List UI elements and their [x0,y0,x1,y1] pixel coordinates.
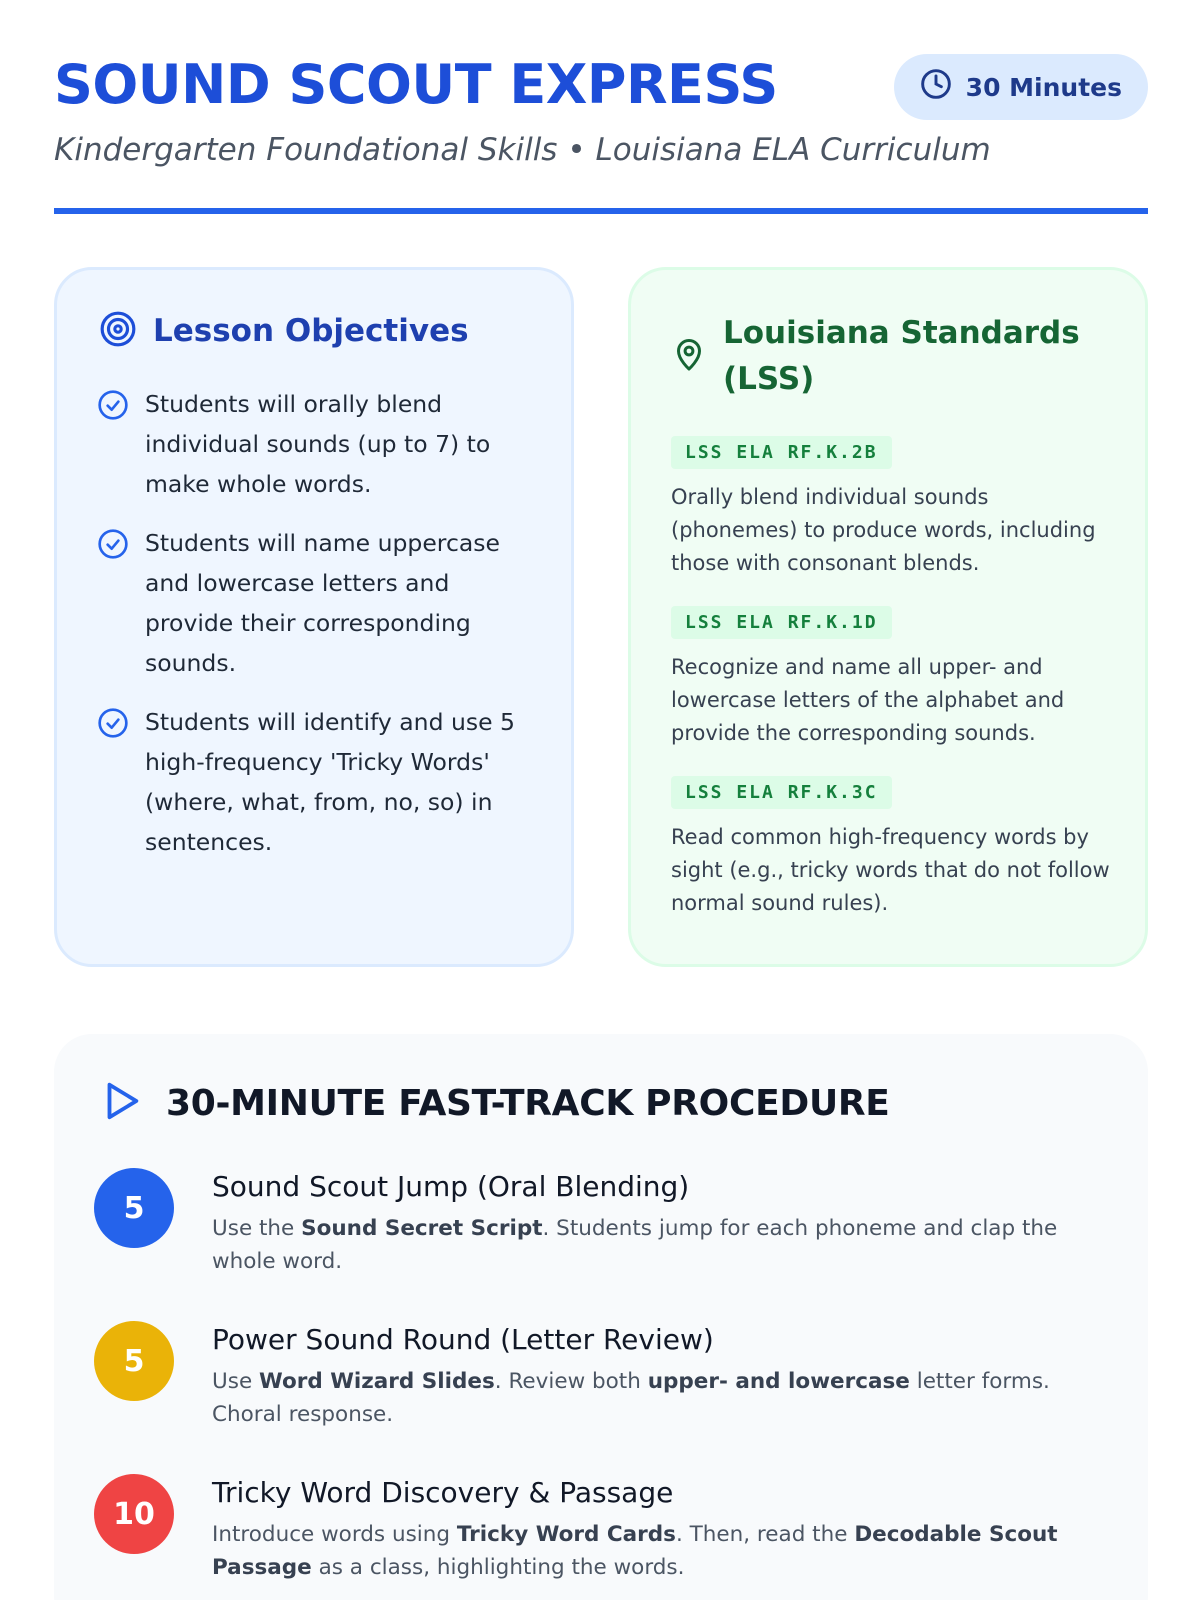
objectives-card [54,267,574,967]
procedure-heading [98,1078,890,1128]
standard-code: LSS ELA RF.K.2B [671,436,892,469]
step-description: Use the Sound Secret Script. Students jump for each phoneme and clap the whole word. [212,1216,1058,1274]
step-title: Sound Scout Jump (Oral Blending) [212,1170,690,1203]
page-title: SOUND SCOUT EXPRESS [54,53,778,116]
play-icon [98,1078,144,1128]
objective-text: Students will name uppercase and lowercase letters and provide their corresponding sounds. [145,529,500,677]
check-circle-icon [97,384,129,504]
standard-code: LSS ELA RF.K.3C [671,776,892,809]
standards-list [671,436,1111,946]
objective-item [97,384,537,504]
map-pin-icon [671,336,707,376]
standard-item [671,606,1111,750]
standard-description: Read common high-frequency words by sight (e.g., tricky words that do not follow normal sound rules). [671,825,1110,915]
procedure-step [94,1321,1104,1474]
step-description: Use Word Wizard Slides. Review both upper- and lowercase letter forms. Choral response. [212,1369,1050,1427]
procedure-title: 30-MINUTE FAST-TRACK PROCEDURE [166,1082,890,1124]
step-minutes-badge: 5 [94,1321,174,1401]
standard-item [671,436,1111,580]
step-highlight: Decodable Scout Passage [212,1522,1058,1580]
objective-text: Students will orally blend individual sounds (up to 7) to make whole words. [145,390,491,498]
procedure-steps [94,1168,1104,1600]
objectives-title: Lesson Objectives [153,313,469,349]
step-highlight: Word Wizard Slides [259,1369,495,1394]
duration-label: 30 Minutes [965,72,1122,102]
objective-item [97,523,537,683]
check-circle-icon [97,702,129,862]
standard-code: LSS ELA RF.K.1D [671,606,892,639]
step-highlight: upper- and lowercase [647,1369,910,1394]
page-subtitle: Kindergarten Foundational Skills • Louisiana ELA Curriculum [54,132,991,168]
header-divider [54,208,1148,214]
standards-card [628,267,1148,967]
step-highlight: Sound Secret Script [301,1216,543,1241]
objective-item [97,702,537,862]
procedure-section [54,1034,1148,1600]
standard-item [671,776,1111,920]
objective-text: Students will identify and use 5 high-frequency 'Tricky Words' (where, what, from, no, so) in sentences. [145,708,515,856]
step-minutes-badge: 10 [94,1474,174,1554]
lesson-header [54,52,1148,168]
check-circle-icon [97,523,129,683]
clock-icon [920,68,952,106]
objectives-heading [99,310,469,352]
standard-description: Orally blend individual sounds (phonemes) to produce words, including those with consonant blends. [671,485,1096,575]
step-highlight: Tricky Word Cards [456,1522,676,1547]
procedure-step [94,1168,1104,1321]
objectives-list [97,384,537,881]
target-icon [99,310,137,352]
step-minutes-badge: 5 [94,1168,174,1248]
step-title: Power Sound Round (Letter Review) [212,1323,714,1356]
step-description: Introduce words using Tricky Word Cards. Then, read the Decodable Scout Passage as a class, highlighting the words. [212,1522,1058,1580]
standards-title: Louisiana Standards (LSS) [723,315,1080,397]
standards-heading [671,310,1111,402]
duration-badge [894,54,1148,120]
step-title: Tricky Word Discovery & Passage [212,1476,674,1509]
standard-description: Recognize and name all upper- and lowercase letters of the alphabet and provide the corresponding sounds. [671,655,1065,745]
procedure-step [94,1474,1104,1600]
